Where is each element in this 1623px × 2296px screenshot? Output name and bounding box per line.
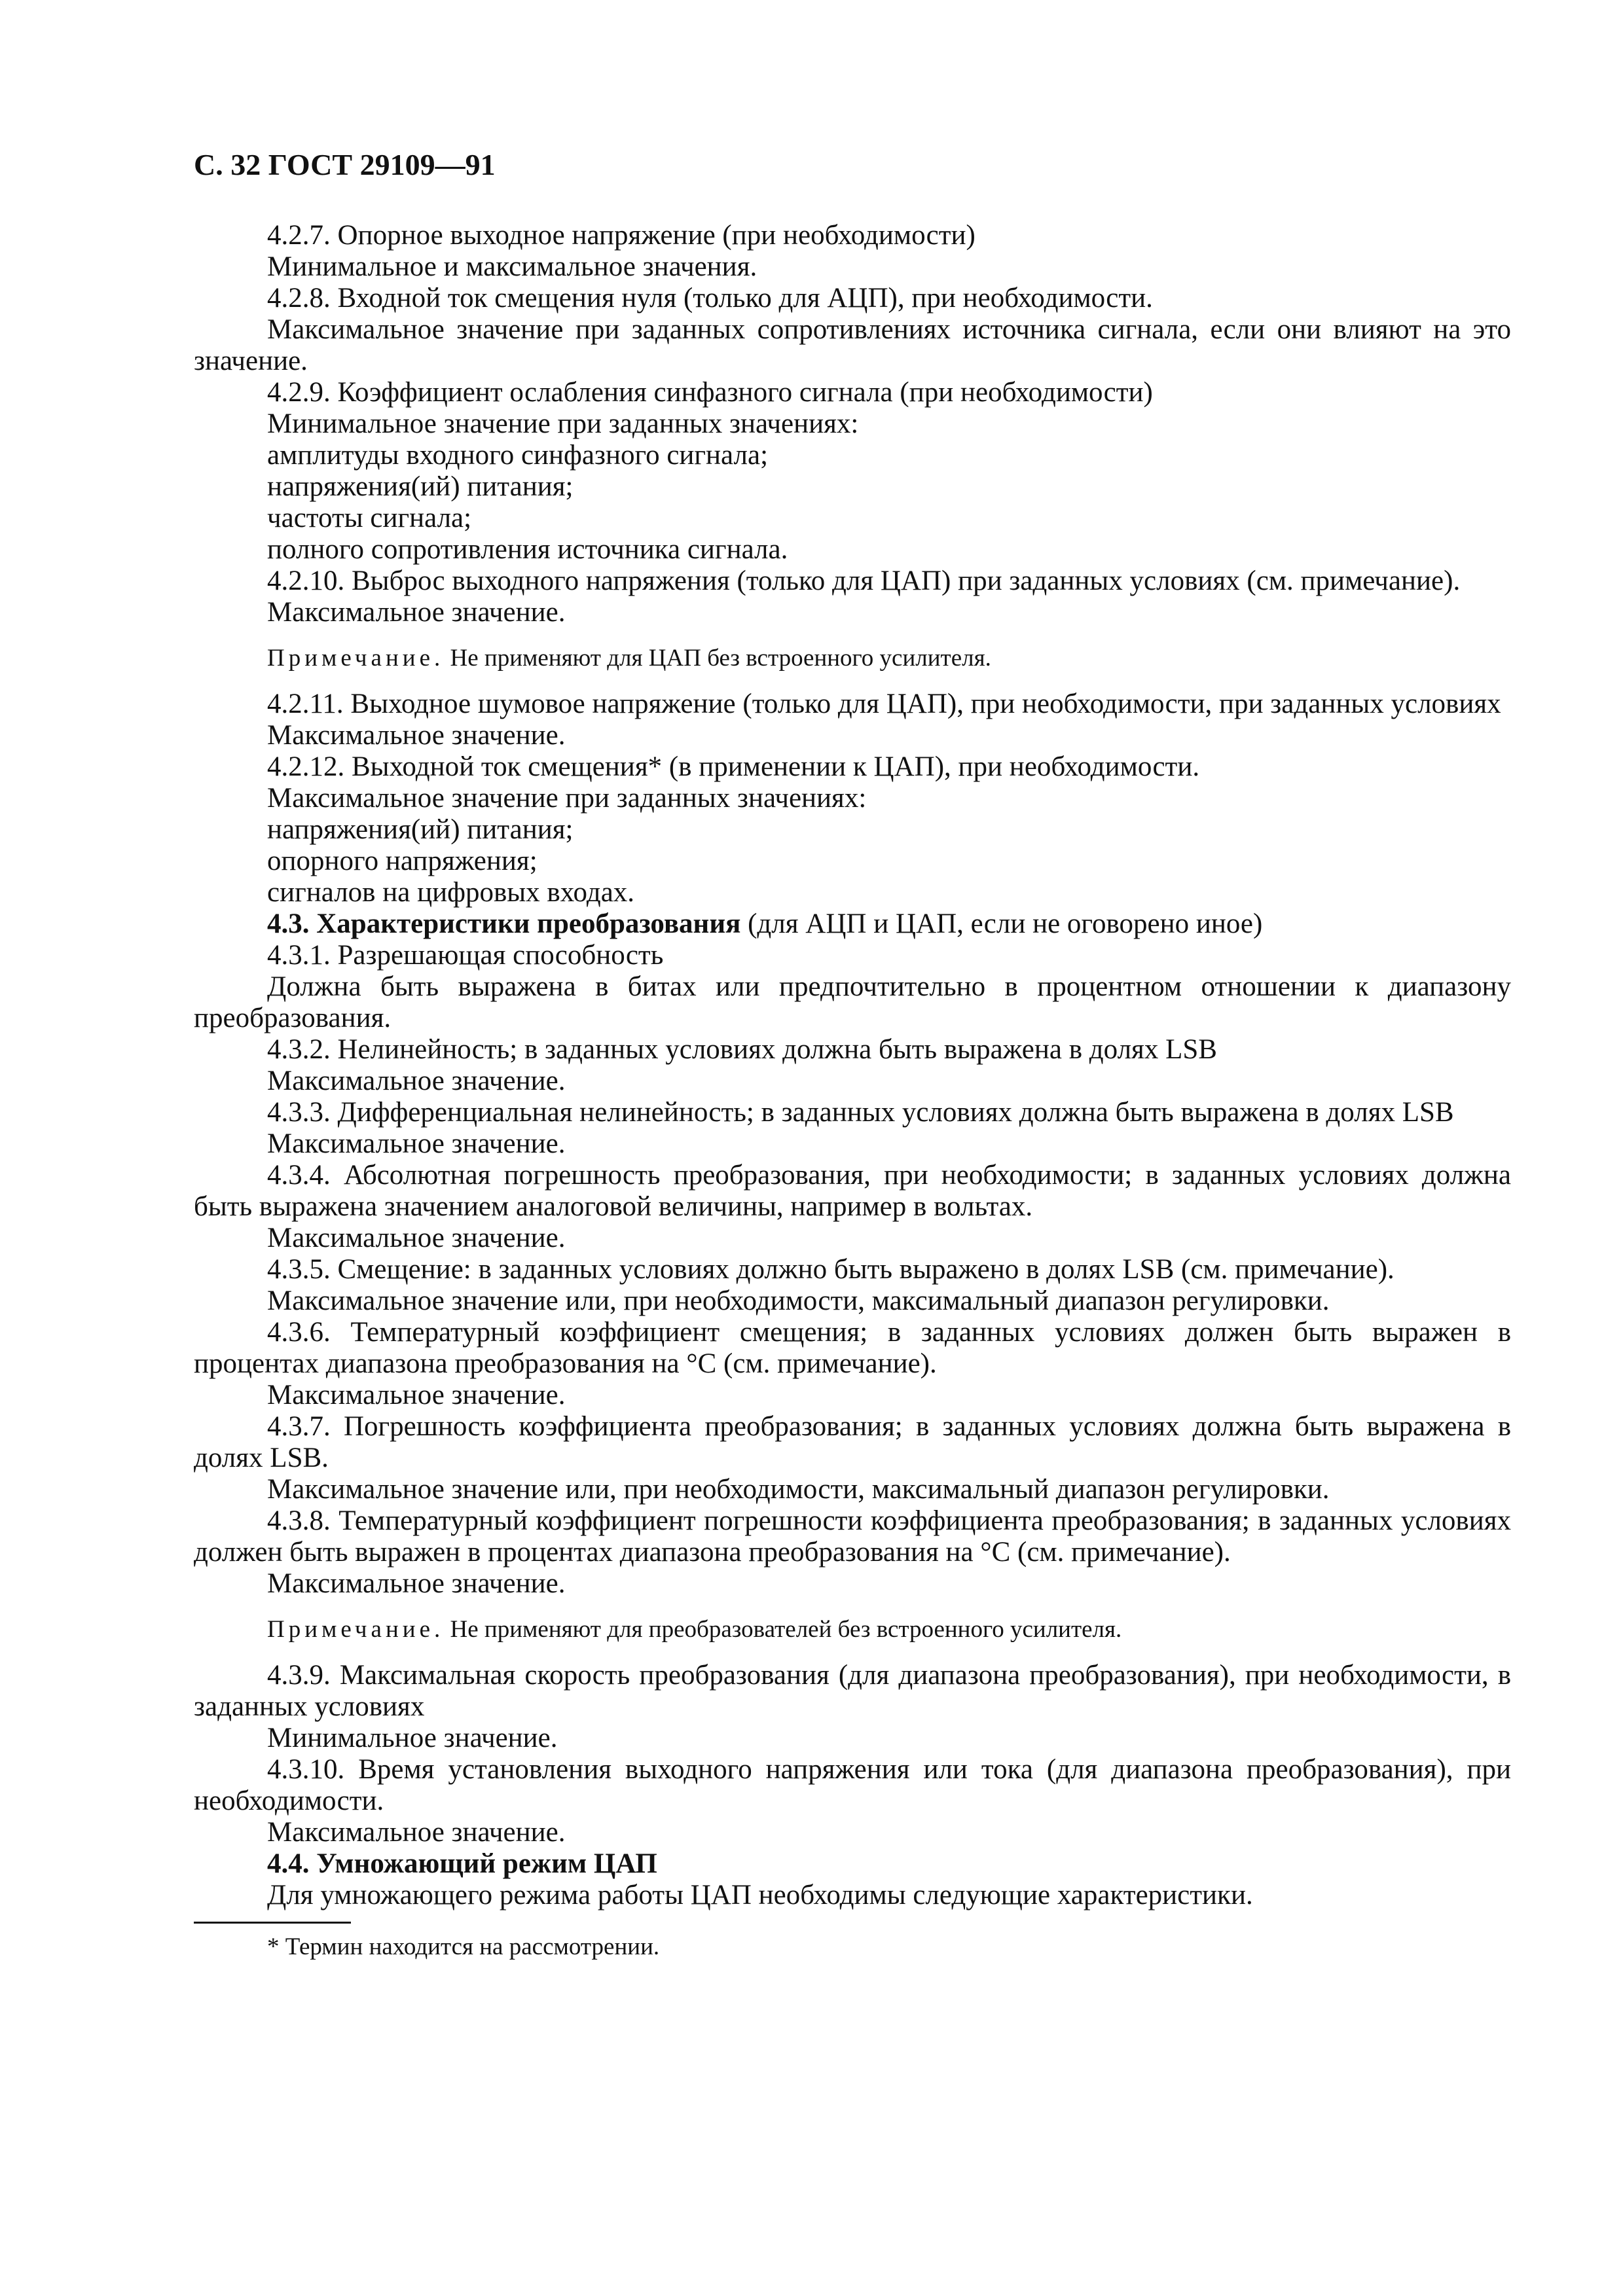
- paragraph-text: Для умножающего режима работы ЦАП необходимы следующие характеристики.: [267, 1880, 1253, 1910]
- paragraph-text: Максимальное значение.: [267, 1128, 566, 1159]
- footnote-divider: [194, 1922, 351, 1924]
- paragraph: [194, 1285, 1511, 1317]
- paragraph-text: 4.3.3. Дифференциальная нелинейность; в заданных условиях должна быть выражена в долях LSB: [267, 1097, 1454, 1128]
- paragraph-text: (для АЦП и ЦАП, если не оговорено иное): [740, 908, 1263, 939]
- paragraph-text: Максимальное значение.: [267, 1568, 566, 1599]
- paragraph: [194, 1254, 1511, 1285]
- note-label: Примечание.: [267, 1616, 445, 1643]
- paragraph-text: 4.2.7. Опорное выходное напряжение (при необходимости): [267, 220, 976, 251]
- document-page: [194, 148, 1511, 1962]
- paragraph: [194, 1411, 1511, 1474]
- paragraph-text: 4.3.7. Погрешность коэффициента преобразования; в заданных условиях должна быть выражена в долях LSB.: [194, 1411, 1511, 1473]
- paragraph-text: Максимальное значение.: [267, 1817, 566, 1848]
- section-heading: 4.3. Характеристики преобразования: [267, 908, 741, 939]
- paragraph-text: Максимальное значение или, при необходимости, максимальный диапазон регулировки.: [267, 1474, 1330, 1505]
- paragraph-text: Не применяют для ЦАП без встроенного усилителя.: [444, 645, 991, 672]
- paragraph-text: 4.2.10. Выброс выходного напряжения (только для ЦАП) при заданных условиях (см. примечание).: [267, 565, 1461, 596]
- paragraph-text: 4.2.11. Выходное шумовое напряжение (только для ЦАП), при необходимости, при заданных условиях: [267, 689, 1501, 719]
- paragraph: [194, 1474, 1511, 1505]
- paragraph: [194, 1223, 1511, 1254]
- paragraph-text: 4.3.9. Максимальная скорость преобразования (для диапазона преобразования), при необходимости, в заданных условиях: [194, 1660, 1511, 1722]
- paragraph: [194, 597, 1511, 628]
- paragraph: [194, 251, 1511, 283]
- paragraph: [194, 534, 1511, 565]
- paragraph: [194, 1160, 1511, 1223]
- paragraph-text: 4.3.5. Смещение: в заданных условиях должно быть выражено в долях LSB (см. примечание).: [267, 1254, 1395, 1285]
- page-header: С. 32 ГОСТ 29109—91: [194, 148, 496, 181]
- paragraph: [194, 908, 1511, 940]
- paragraph: [194, 1723, 1511, 1754]
- paragraph-text: Максимальное значение.: [267, 1223, 566, 1253]
- paragraph: [194, 689, 1511, 720]
- paragraph: [194, 471, 1511, 503]
- section-heading: 4.4. Умножающий режим ЦАП: [267, 1848, 657, 1879]
- paragraph: [194, 814, 1511, 846]
- paragraph: [194, 1505, 1511, 1568]
- paragraph: [194, 408, 1511, 440]
- paragraph: [194, 314, 1511, 377]
- paragraph-text: Максимальное значение при заданных значениях:: [267, 783, 867, 814]
- paragraph: [194, 1848, 1511, 1880]
- paragraph: [194, 1034, 1511, 1066]
- paragraph-text: Максимальное значение при заданных сопротивлениях источника сигнала, если они влияют на это значение.: [194, 314, 1511, 376]
- paragraph-text: 4.3.1. Разрешающая способность: [267, 940, 664, 971]
- paragraph-text: напряжения(ий) питания;: [267, 471, 574, 502]
- paragraph: [194, 1066, 1511, 1097]
- note-label: Примечание.: [267, 645, 445, 672]
- paragraph: [194, 1660, 1511, 1723]
- paragraph: [194, 1317, 1511, 1380]
- paragraph-text: Максимальное значение.: [267, 1066, 566, 1096]
- paragraph-text: Минимальное и максимальное значения.: [267, 251, 757, 282]
- paragraph-text: частоты сигнала;: [267, 503, 472, 533]
- paragraph: [194, 1568, 1511, 1600]
- paragraph: [194, 1380, 1511, 1411]
- paragraph-text: 4.3.6. Температурный коэффициент смещения; в заданных условиях должен быть выражен в процентах диапазона преобразования на °С (см. примечание).: [194, 1317, 1511, 1379]
- note-paragraph: [194, 644, 1511, 673]
- paragraph-text: 4.2.9. Коэффициент ослабления синфазного сигнала (при необходимости): [267, 377, 1153, 408]
- paragraph: [194, 503, 1511, 534]
- paragraph: [194, 565, 1511, 597]
- paragraph: [194, 751, 1511, 783]
- footnote: * Термин находится на рассмотрении.: [267, 1933, 660, 1960]
- paragraph-text: Не применяют для преобразователей без встроенного усилителя.: [444, 1616, 1122, 1643]
- paragraph-text: Максимальное значение.: [267, 1380, 566, 1410]
- paragraph-text: Минимальное значение.: [267, 1723, 558, 1753]
- paragraph: [194, 1754, 1511, 1817]
- paragraph: [194, 283, 1511, 314]
- paragraph: [194, 720, 1511, 751]
- paragraph-text: 4.2.12. Выходной ток смещения* (в применении к ЦАП), при необходимости.: [267, 751, 1200, 782]
- paragraph-text: Максимальное значение.: [267, 597, 566, 628]
- paragraph-text: Максимальное значение или, при необходимости, максимальный диапазон регулировки.: [267, 1285, 1330, 1316]
- document-body: [194, 220, 1511, 1911]
- paragraph: [194, 1817, 1511, 1848]
- paragraph-text: 4.3.8. Температурный коэффициент погрешности коэффициента преобразования; в заданных условиях должен быть выражен в процентах диапазона преобразования на °С (см. примечание).: [194, 1505, 1511, 1568]
- paragraph: [194, 877, 1511, 908]
- paragraph: [194, 940, 1511, 971]
- paragraph: [194, 1128, 1511, 1160]
- note-paragraph: [194, 1615, 1511, 1644]
- paragraph-text: 4.2.8. Входной ток смещения нуля (только для АЦП), при необходимости.: [267, 283, 1153, 314]
- paragraph-text: 4.3.4. Абсолютная погрешность преобразования, при необходимости; в заданных условиях должна быть выражена значением аналоговой величины, например в вольтах.: [194, 1160, 1511, 1222]
- paragraph-text: 4.3.10. Время установления выходного напряжения или тока (для диапазона преобразования), при необходимости.: [194, 1754, 1511, 1816]
- paragraph: [194, 377, 1511, 408]
- paragraph: [194, 440, 1511, 471]
- paragraph-text: опорного напряжения;: [267, 846, 538, 876]
- paragraph: [194, 220, 1511, 251]
- paragraph-text: 4.3.2. Нелинейность; в заданных условиях должна быть выражена в долях LSB: [267, 1034, 1217, 1065]
- paragraph-text: Должна быть выражена в битах или предпочтительно в процентном отношении к диапазону преобразования.: [194, 971, 1511, 1033]
- paragraph-text: сигналов на цифровых входах.: [267, 877, 635, 908]
- paragraph: [194, 1880, 1511, 1911]
- paragraph: [194, 971, 1511, 1034]
- paragraph-text: Максимальное значение.: [267, 720, 566, 751]
- paragraph: [194, 1097, 1511, 1128]
- paragraph-text: полного сопротивления источника сигнала.: [267, 534, 788, 565]
- paragraph-text: амплитуды входного синфазного сигнала;: [267, 440, 769, 471]
- paragraph: [194, 846, 1511, 877]
- paragraph: [194, 783, 1511, 814]
- paragraph-text: напряжения(ий) питания;: [267, 814, 574, 845]
- paragraph-text: Минимальное значение при заданных значениях:: [267, 408, 859, 439]
